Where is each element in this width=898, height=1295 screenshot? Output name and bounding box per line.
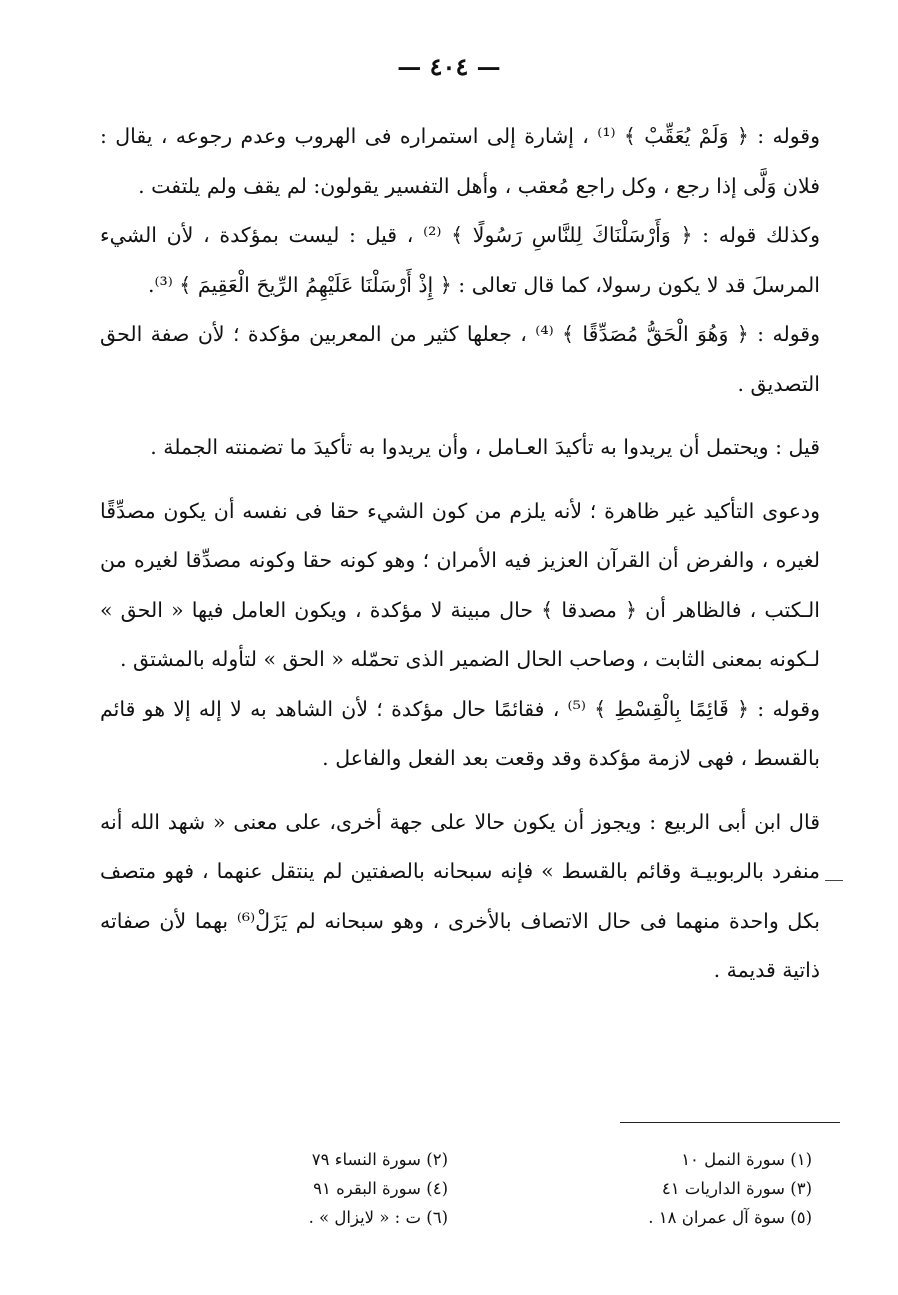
footnote: (١) سورة النمل ١٠ (681, 1150, 812, 1169)
main-text (100, 112, 820, 996)
paragraph: وكذلك قوله : ﴿ وَأَرْسَلْنَاكَ لِلنَّاسِ رَسُولًا ﴾ ⁽²⁾ ، قيل : ليست بمؤكدة ، لأن الشيء المرسلَ قد لا يكون رسولا، كما قال تعالى : ﴿ إِذْ أَرْسَلْنَا عَلَيْهِمُ الرِّيحَ الْعَقِيمَ ﴾ ⁽³⁾. (100, 223, 820, 297)
footnote: (٥) سوة آل عمران ١٨ . (648, 1208, 812, 1227)
footnote: (٢) سورة النساء ٧٩ (311, 1150, 448, 1169)
paragraph: وقوله : ﴿ وَهُوَ الْحَقُّ مُصَدِّقًا ﴾ ⁽⁴⁾ ، جعلها كثير من المعربين مؤكدة ؛ لأن صفة الحق التصديق . (100, 322, 821, 396)
paragraph: قيل : ويحتمل أن يريدوا به تأكيدَ العـامل ، وأن يريدوا به تأكيدَ ما تضمنته الجملة . (150, 435, 820, 459)
paragraph: وقوله : ﴿ قَائِمًا بِالْقِسْطِ ﴾ ⁽⁵⁾ ، فقائمًا حال مؤكدة ؛ لأن الشاهد به لا إله إلا هو قائم بالقسط ، فهى لازمة مؤكدة وقد وقعت بعد الفعل والفاعل . (100, 696, 820, 770)
footnote: (٤) سورة البقره ٩١ (313, 1179, 448, 1198)
footnote-divider (620, 1122, 840, 1123)
paragraph: وقوله : ﴿ وَلَمْ يُعَقِّبْ ﴾ ⁽¹⁾ ، إشارة إلى استمراره فى الهروب وعدم رجوعه ، يقال : فلان وَلَّى إذا رجع ، وكل راجع مُعقب ، وأهل التفسير يقولون: لم يقف ولم يلتفت . (100, 124, 820, 198)
footnote: (٣) سورة الداريات ٤١ (661, 1179, 812, 1198)
footnotes (0, 1146, 898, 1246)
footnote: (٦) ت : « لايزال » . (308, 1208, 448, 1227)
margin-mark (825, 880, 843, 881)
paragraph: ودعوى التأكيد غير ظاهرة ؛ لأنه يلزم من كون الشيء حقا فى نفسه أن يكون مصدِّقًا لغيره ، والفرض أن القرآن العزيز فيه الأمران ؛ وهو كونه حقا وكونه مصدِّقا لغيره من الـكتب ، فالظاهر أن ﴿ مصدقا ﴾ حال مبينة لا مؤكدة ، ويكون العامل فيها « الحق » لـكونه بمعنى الثابت ، وصاحب الحال الضمير الذى تحمّله « الحق » لتأوله بالمشتق . (100, 498, 820, 671)
paragraph: قال ابن أبى الربيع : ويجوز أن يكون حالا على جهة أخرى، على معنى « شهد الله أنه منفرد بالربوبيـة وقائم بالقسط » فإنه سبحانه بالصفتين لم ينتقل عنهما ، فهو متصف بكل واحدة منهما فى حال الاتصاف بالأخرى ، وهو سبحانه لم يَزَلْ⁽⁶⁾ بهما لأن صفاته ذاتية قديمة . (100, 809, 820, 982)
page-number: — ٤٠٤ — (397, 52, 501, 81)
